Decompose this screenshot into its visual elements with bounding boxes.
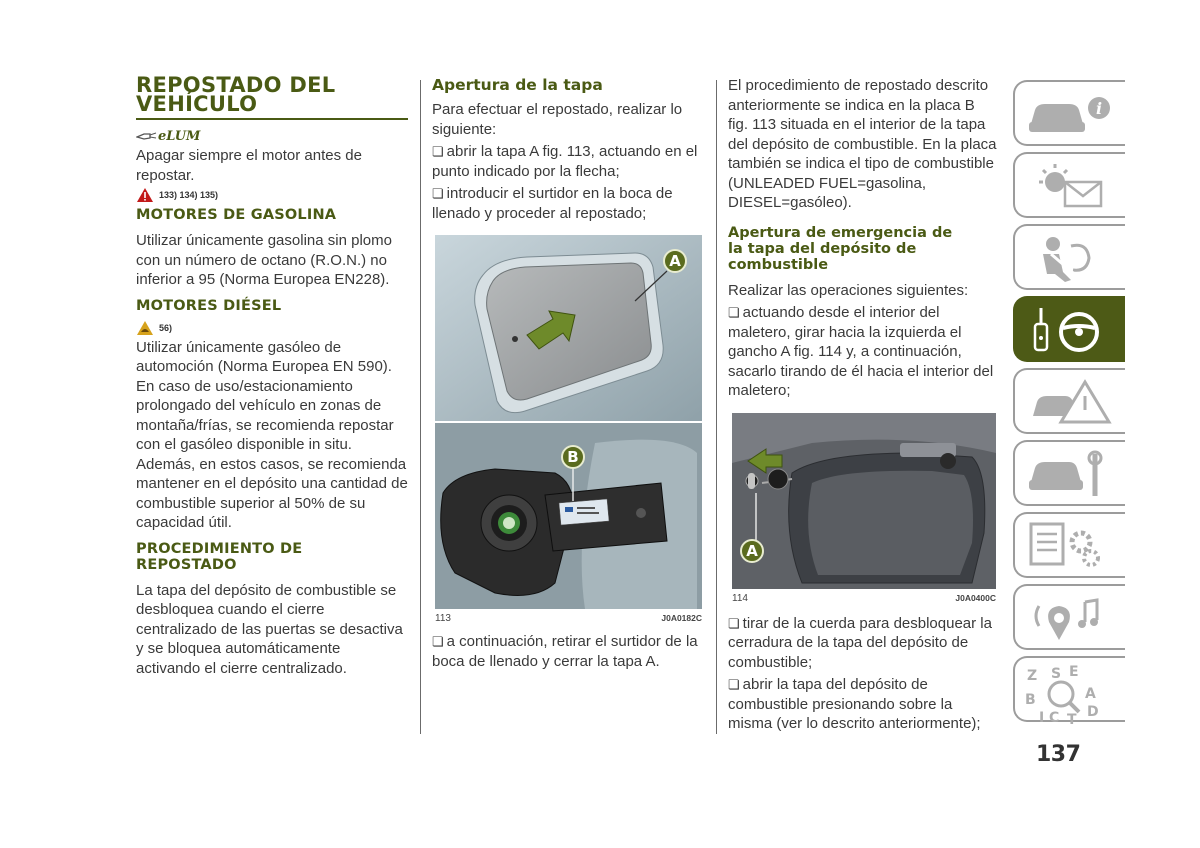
gasoline-text: Utilizar únicamente gasolina sin plomo con un número de octano (R.O.N.) no inferior a 95 (Norma Europea EN228). (136, 232, 392, 288)
svg-text:Z: Z (1027, 668, 1038, 684)
figure-114-number: 114 (732, 592, 748, 604)
environment-logo (136, 128, 408, 144)
svg-text:A: A (1085, 686, 1096, 702)
emergency-heading (728, 225, 998, 273)
opening-step-2: ❏ introducir el surtidor en la boca de llenado y proceder al repostado; (432, 184, 707, 223)
tab-knowing-vehicle[interactable] (1013, 80, 1125, 146)
figure-113-caption (435, 613, 702, 624)
column-2 (432, 76, 707, 671)
diesel-heading: MOTORES DIÉSEL (136, 297, 282, 314)
tab-index[interactable] (1013, 656, 1125, 722)
emergency-heading-line3: combustible (728, 256, 829, 273)
column-divider (716, 80, 717, 734)
opening-intro: Para efectuar el repostado, realizar lo siguiente: (432, 101, 683, 138)
figure-113-bottom-photo (435, 423, 702, 609)
multimedia-icon (1025, 592, 1115, 644)
section-title (136, 73, 408, 116)
column-divider (420, 80, 421, 734)
emergency-step-2: ❏ tirar de la cuerda para desbloquear la cerradura de la tapa del depósito de combustible; (728, 614, 998, 673)
figure-114-photo (732, 413, 996, 589)
intro-text: Apagar siempre el motor antes de repostar. (136, 147, 362, 184)
svg-text:T: T (1067, 712, 1077, 724)
opening-step-1: ❏ abrir la tapa A fig. 113, actuando en el punto indicado por la flecha; (432, 142, 707, 181)
svg-text:i: i (1096, 99, 1103, 118)
tab-technical-data[interactable] (1013, 512, 1125, 578)
section-title-line1: REPOSTADO DEL (136, 73, 336, 97)
section-title-line2: VEHÍCULO (136, 92, 258, 116)
figure-113-number: 113 (435, 613, 451, 624)
tab-starting-driving[interactable] (1013, 296, 1125, 362)
tab-multimedia[interactable] (1013, 584, 1125, 650)
tab-maintenance[interactable] (1013, 440, 1125, 506)
column-3 (728, 76, 998, 734)
procedure-text: La tapa del depósito de combustible se desbloquea cuando el cierre centralizado de las puertas se desactiva y se bloquea automáticamente activando el cierre centralizado. (136, 581, 403, 677)
car-service-icon (1025, 448, 1115, 500)
figure-113-top-photo (435, 235, 702, 421)
caution-triangle-icon (136, 320, 154, 336)
tab-safety[interactable] (1013, 224, 1125, 290)
figure-114 (732, 413, 996, 604)
emergency-heading-line2: la tapa del depósito de (728, 240, 917, 257)
column-1 (136, 73, 408, 678)
figure-113-marker-b: B (561, 445, 585, 469)
emergency-step-1: ❏ actuando desde el interior del maletero, girar hacia la izquierda el gancho A fig. 114 y, a continuación, sacarlo tirando de él hacia el interior del maletero; (728, 303, 998, 401)
key-steering-wheel-icon (1025, 304, 1115, 356)
svg-text:C: C (1049, 710, 1060, 724)
warning-refs: 133) 134) 135) (159, 190, 219, 200)
title-underline (136, 118, 408, 120)
svg-text:B: B (1025, 692, 1036, 708)
caution-refs: 56) (159, 322, 173, 333)
figure-114-marker-a: A (740, 539, 764, 563)
figure-113-code: J0A0182C (661, 613, 702, 623)
caution-reference (136, 320, 408, 336)
procedure-heading-line2: REPOSTADO (136, 556, 237, 573)
svg-text:I: I (1039, 710, 1045, 724)
logo-text: eLUM (158, 128, 201, 144)
gasoline-heading: MOTORES DE GASOLINA (136, 207, 337, 223)
car-info-icon (1025, 88, 1115, 140)
tab-emergency[interactable] (1013, 368, 1125, 434)
car-warning-icon (1025, 376, 1115, 428)
placard-text: El procedimiento de repostado descrito anteriormente se indica en la placa B fig. 113 situada en el interior de la tapa del depósito de combustible. En la placa también se indica el tipo de combustible (UNLEADED FUEL=gasolina, DIESEL=gasóleo). (728, 77, 997, 211)
warning-triangle-icon (136, 187, 154, 203)
opening-step-3: ❏ a continuación, retirar el surtidor de la boca de llenado y cerrar la tapa A. (432, 632, 707, 671)
svg-text:D: D (1087, 704, 1099, 720)
tab-dashboard[interactable] (1013, 152, 1125, 218)
emergency-step-3: ❏ abrir la tapa del depósito de combustible presionando sobre la misma (ver lo descrito anteriormente); (728, 675, 998, 734)
specs-gears-icon (1025, 520, 1115, 572)
warning-reference (136, 187, 408, 203)
diesel-text: Utilizar únicamente gasóleo de automoción (Norma Europea EN 590). En caso de uso/estacionamiento prolongado del vehículo en zonas de montaña/frías, se recomienda repostar con el gasóleo disponible in situ. Además, en estos casos, se recomienda mantener en el depósito una cantidad de combustible superior al 50% de su capacidad útil. (136, 338, 408, 531)
fuel-flap-closed-illustration (435, 235, 702, 421)
emergency-heading-line1: Apertura de emergencia de (728, 224, 953, 241)
procedure-heading (136, 541, 408, 573)
emergency-intro: Realizar las operaciones siguientes: (728, 281, 969, 299)
figure-114-caption (732, 593, 996, 604)
procedure-heading-line1: PROCEDIMIENTO DE (136, 540, 303, 557)
svg-text:S: S (1051, 666, 1062, 682)
trunk-interior-illustration (732, 413, 996, 589)
figure-114-code: J0A0400C (955, 592, 996, 603)
seat-airbag-icon (1025, 232, 1115, 284)
alphabetical-index-icon (1025, 664, 1115, 724)
svg-text:E: E (1069, 664, 1079, 680)
lights-message-icon (1025, 160, 1115, 212)
hand-pump-icon (136, 129, 158, 143)
opening-heading: Apertura de la tapa (432, 76, 603, 94)
page-number: 137 (1036, 742, 1081, 767)
figure-113-marker-a: A (663, 249, 687, 273)
figure-113 (435, 235, 702, 624)
